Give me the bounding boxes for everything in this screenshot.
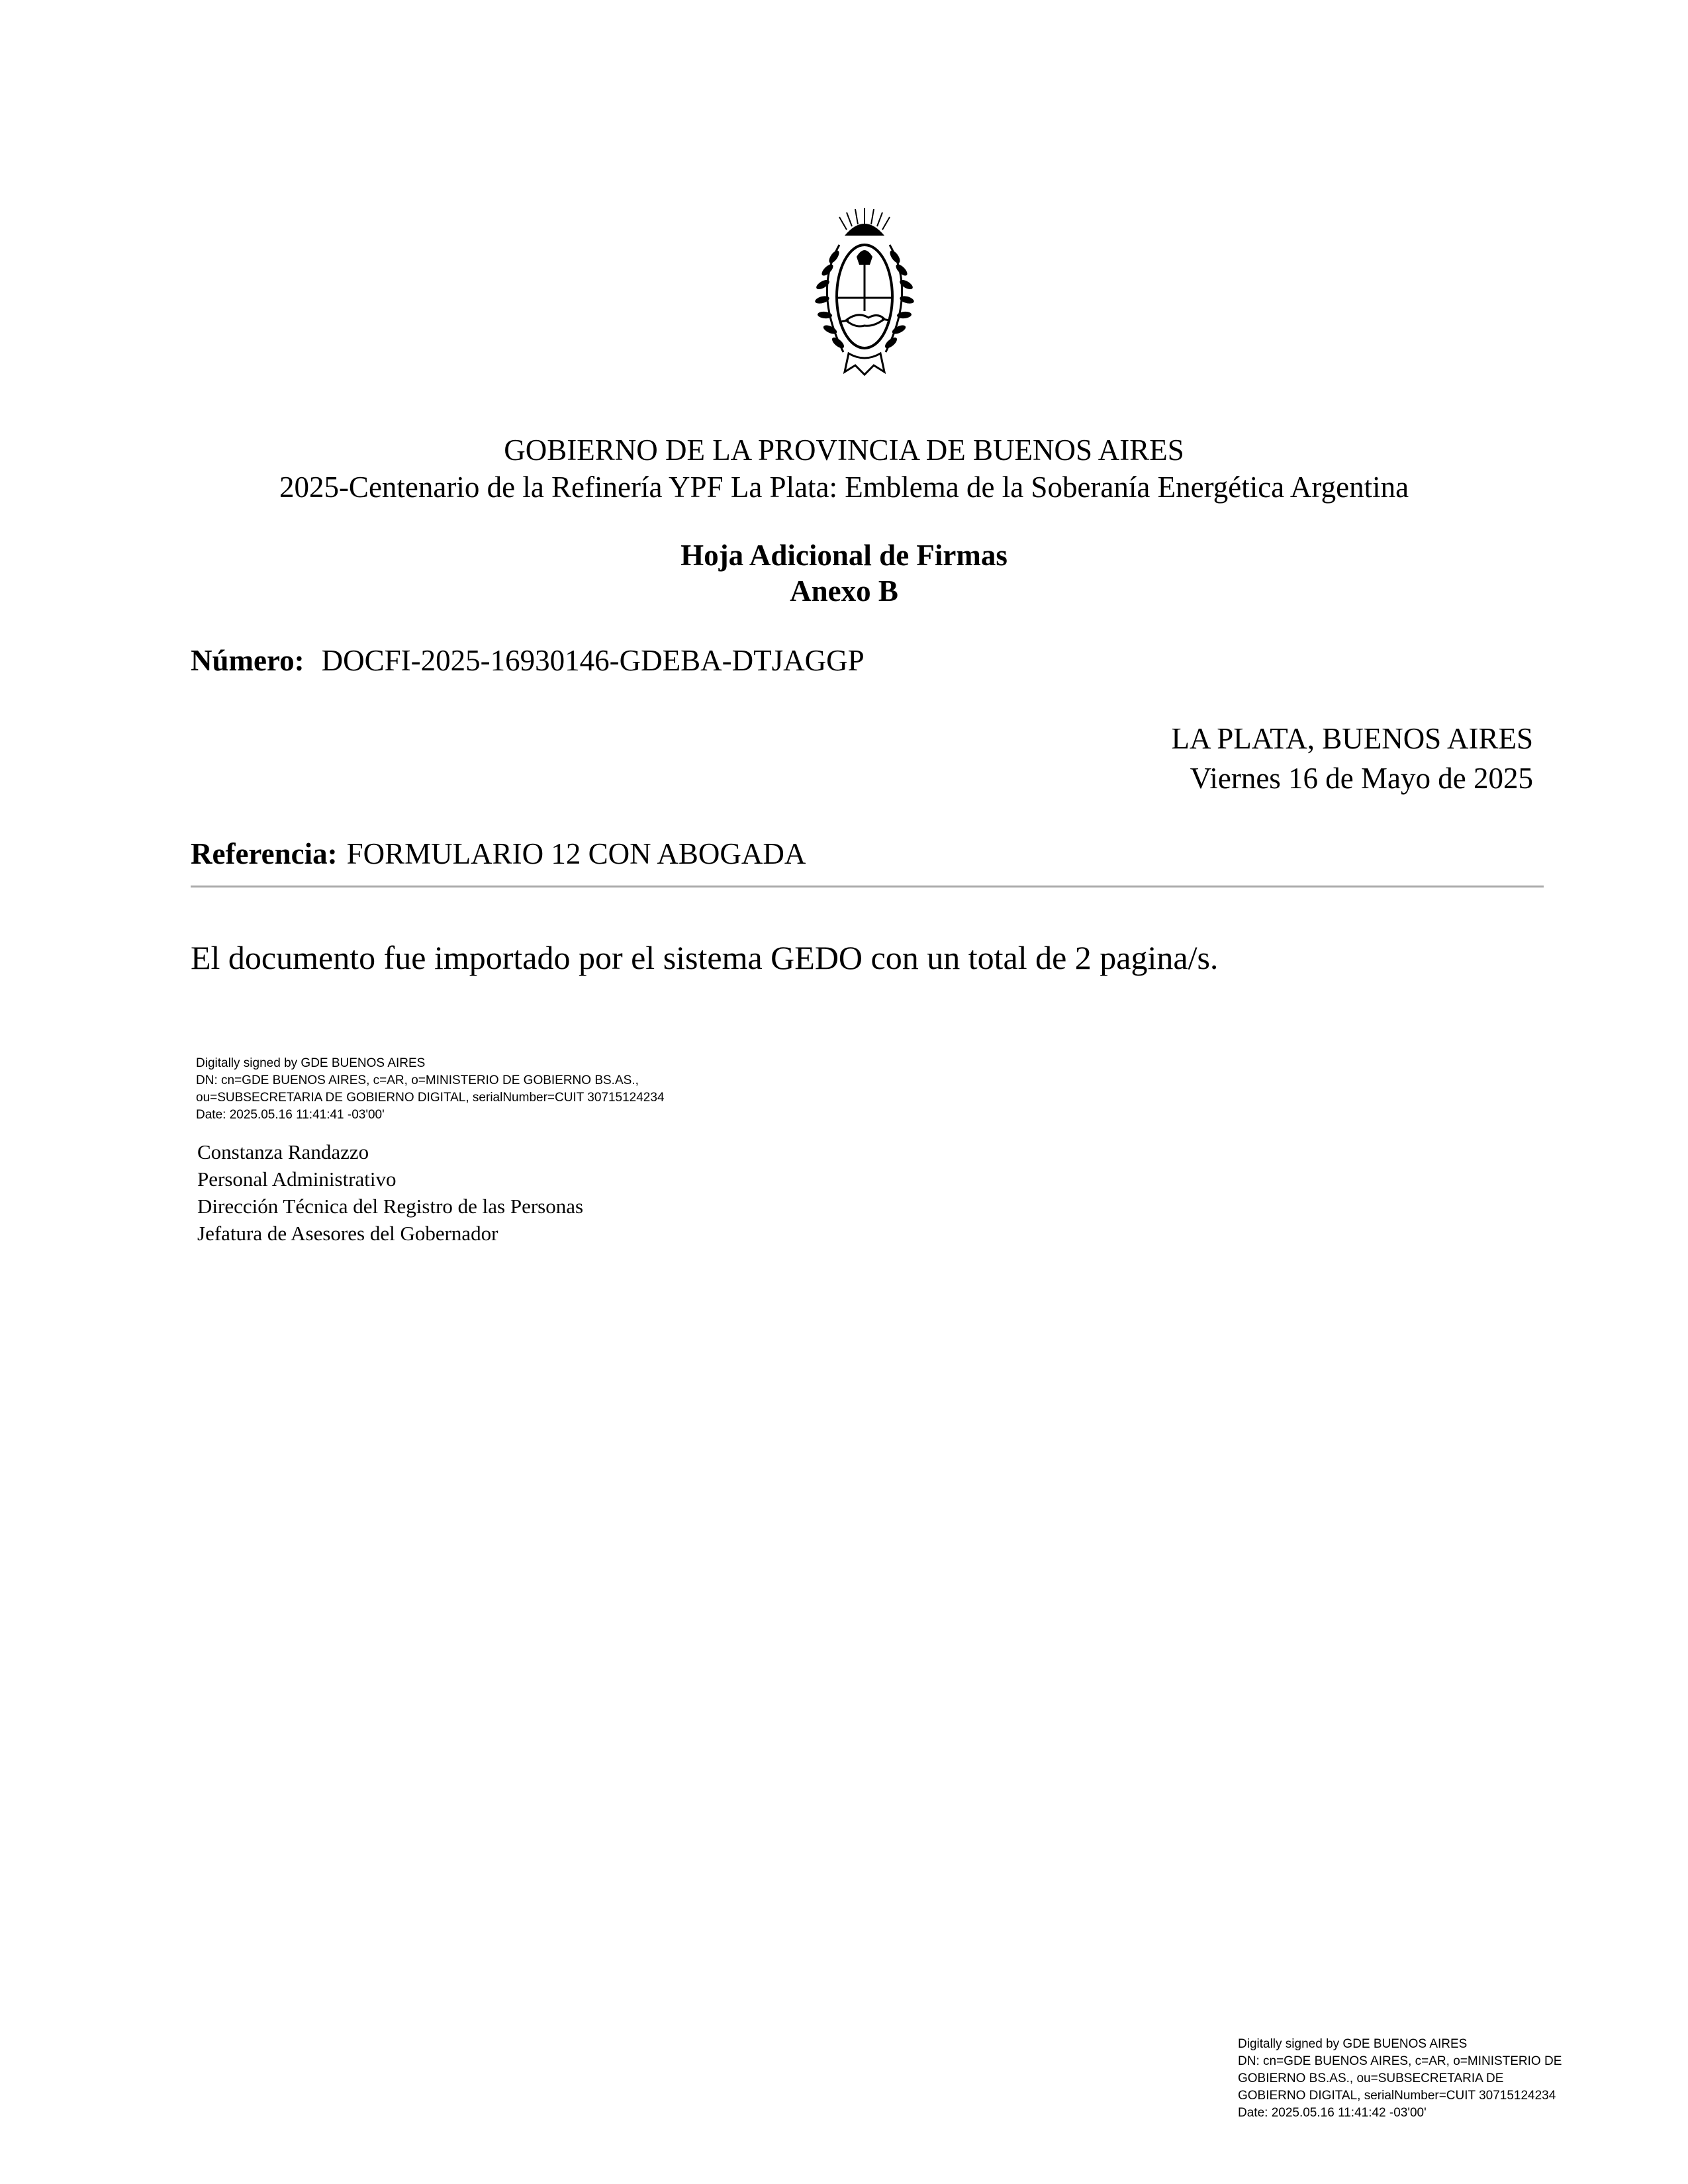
signature-line: Digitally signed by GDE BUENOS AIRES — [1238, 2037, 1468, 2051]
title-sub: Anexo B — [790, 574, 898, 608]
year-motto: 2025-Centenario de la Refinería YPF La Plata: Emblema de la Soberanía Energética Argentina — [279, 471, 1409, 504]
digital-signature-stamp-footer — [1238, 2036, 1562, 2122]
signature-line: GOBIERNO BS.AS., ou=SUBSECRETARIA DE — [1238, 2071, 1504, 2085]
date: Viernes 16 de Mayo de 2025 — [1190, 762, 1533, 795]
signature-line: GOBIERNO DIGITAL, serialNumber=CUIT 30715124234 — [1238, 2089, 1556, 2103]
document-title — [0, 537, 1688, 609]
signer-department: Jefatura de Asesores del Gobernador — [197, 1222, 498, 1245]
place-date — [1172, 719, 1533, 798]
number-value: DOCFI-2025-16930146-GDEBA-DTJAGGP — [321, 644, 865, 677]
signature-line: Date: 2025.05.16 11:41:42 -03'00' — [1238, 2106, 1427, 2120]
reference-label: Referencia: — [191, 837, 338, 870]
signature-line: Digitally signed by GDE BUENOS AIRES — [196, 1056, 426, 1070]
signature-line: DN: cn=GDE BUENOS AIRES, c=AR, o=MINISTERIO DE — [1238, 2054, 1562, 2068]
government-name: GOBIERNO DE LA PROVINCIA DE BUENOS AIRES — [504, 433, 1184, 467]
reference-value: FORMULARIO 12 CON ABOGADA — [346, 837, 806, 870]
signer-office: Dirección Técnica del Registro de las Personas — [197, 1195, 584, 1218]
digital-signature-stamp — [196, 1055, 665, 1124]
signature-line: ou=SUBSECRETARIA DE GOBIERNO DIGITAL, serialNumber=CUIT 30715124234 — [196, 1091, 665, 1105]
title-main: Hoja Adicional de Firmas — [680, 539, 1008, 572]
signature-line: Date: 2025.05.16 11:41:41 -03'00' — [196, 1108, 385, 1122]
signer-info — [197, 1138, 583, 1247]
document-number-row — [191, 642, 865, 679]
signer-name: Constanza Randazzo — [197, 1140, 369, 1163]
signature-line: DN: cn=GDE BUENOS AIRES, c=AR, o=MINISTERIO DE GOBIERNO BS.AS., — [196, 1073, 639, 1087]
argentina-coat-of-arms-icon — [805, 205, 924, 381]
signer-role: Personal Administrativo — [197, 1167, 397, 1191]
body-text: El documento fue importado por el sistema GEDO con un total de 2 pagina/s. — [191, 939, 1219, 976]
number-label: Número: — [191, 644, 305, 677]
place: LA PLATA, BUENOS AIRES — [1171, 722, 1533, 755]
divider — [191, 886, 1544, 887]
header — [0, 432, 1688, 506]
reference-row — [191, 835, 806, 872]
